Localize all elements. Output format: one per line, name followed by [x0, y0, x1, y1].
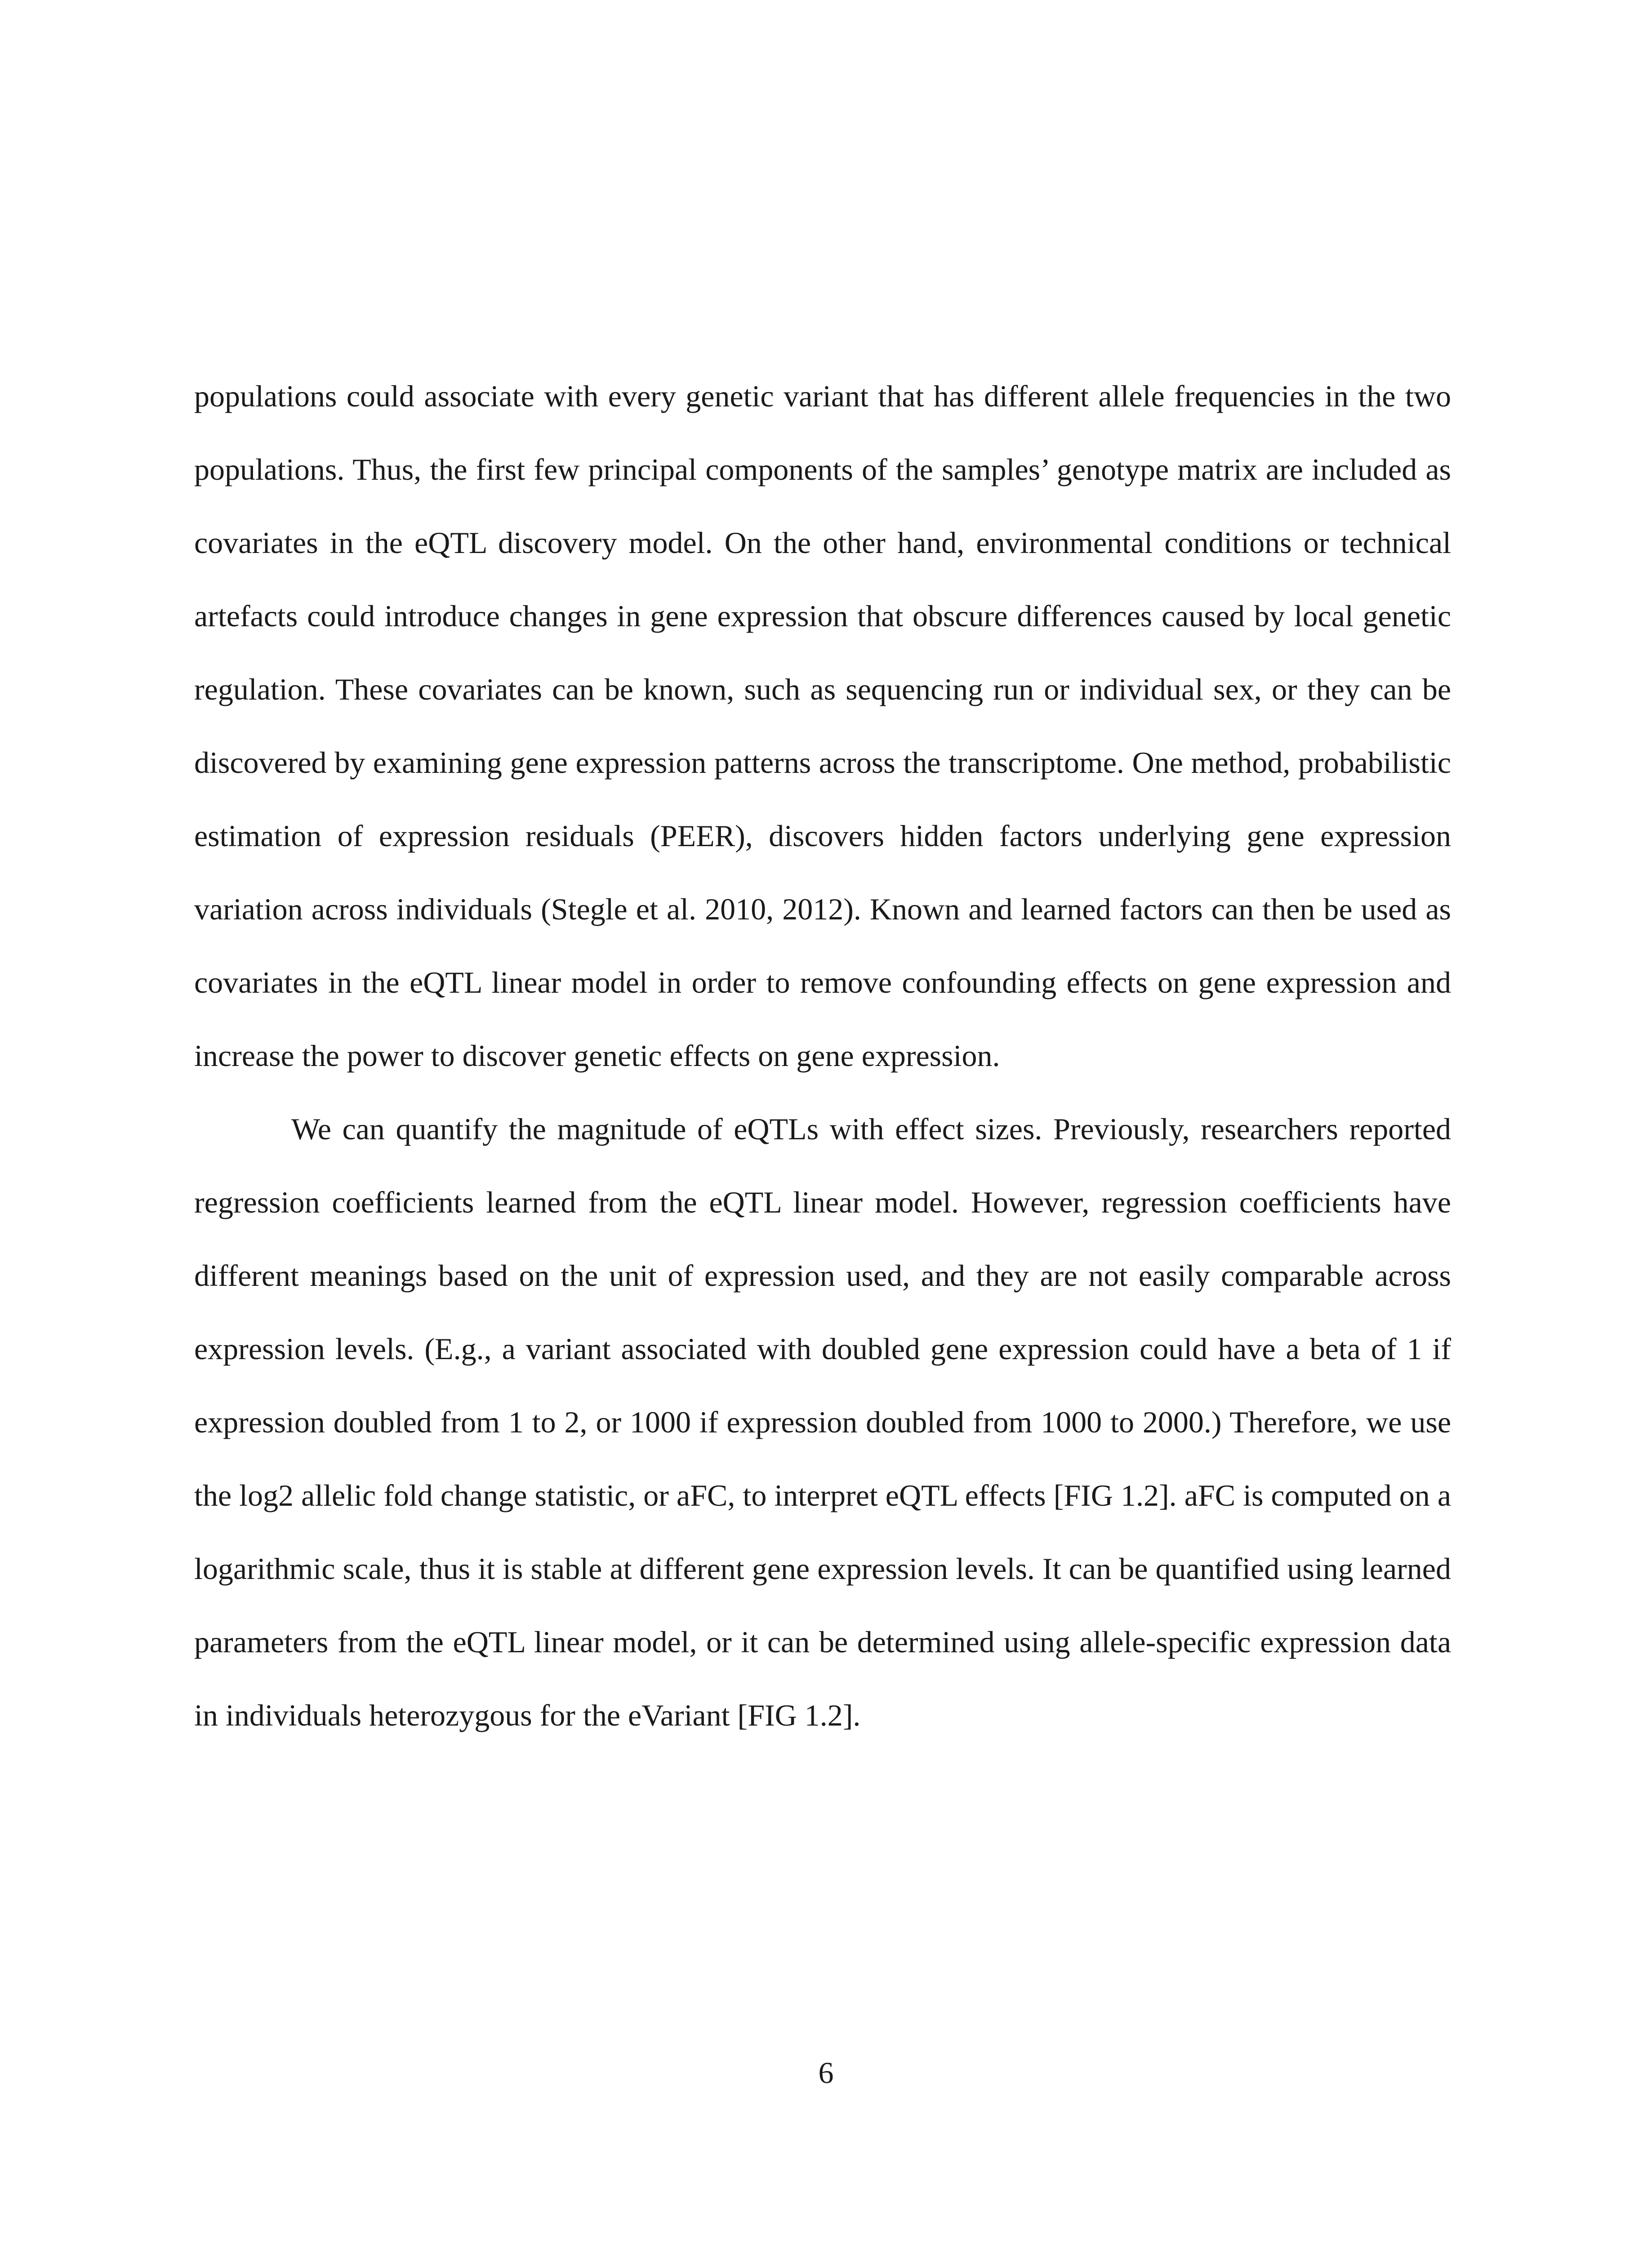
page-number: 6	[818, 2056, 834, 2090]
paragraph-continuation: populations could associate with every genetic variant that has different allele frequencies in the two populations. Thus, the first few principal components of the samples’ genotype matrix are included as covariates in the eQTL discovery model. On the other hand, environmental conditions or technical artefacts could introduce changes in gene expression that obscure differences caused by local genetic regulation. These covariates can be known, such as sequencing run or individual sex, or they can be discovered by examining gene expression patterns across the transcriptome. One method, probabilistic estimation of expression residuals (PEER), discovers hidden factors underlying gene expression variation across individuals (Stegle et al. 2010, 2012). Known and learned factors can then be used as covariates in the eQTL linear model in order to remove confounding effects on gene expression and increase the power to discover genetic effects on gene expression.	[194, 379, 1451, 1073]
body-text	[194, 360, 1451, 1752]
paragraph-effect-sizes: We can quantify the magnitude of eQTLs with effect sizes. Previously, researchers reported regression coefficients learned from the eQTL linear model. However, regression coefficients have different meanings based on the unit of expression used, and they are not easily comparable across expression levels. (E.g., a variant associated with doubled gene expression could have a beta of 1 if expression doubled from 1 to 2, or 1000 if expression doubled from 1000 to 2000.) Therefore, we use the log2 allelic fold change statistic, or aFC, to interpret eQTL effects [FIG 1.2]. aFC is computed on a logarithmic scale, thus it is stable at different gene expression levels. It can be quantified using learned parameters from the eQTL linear model, or it can be determined using allele-specific expression data in individuals heterozygous for the eVariant [FIG 1.2].	[194, 1112, 1451, 1732]
